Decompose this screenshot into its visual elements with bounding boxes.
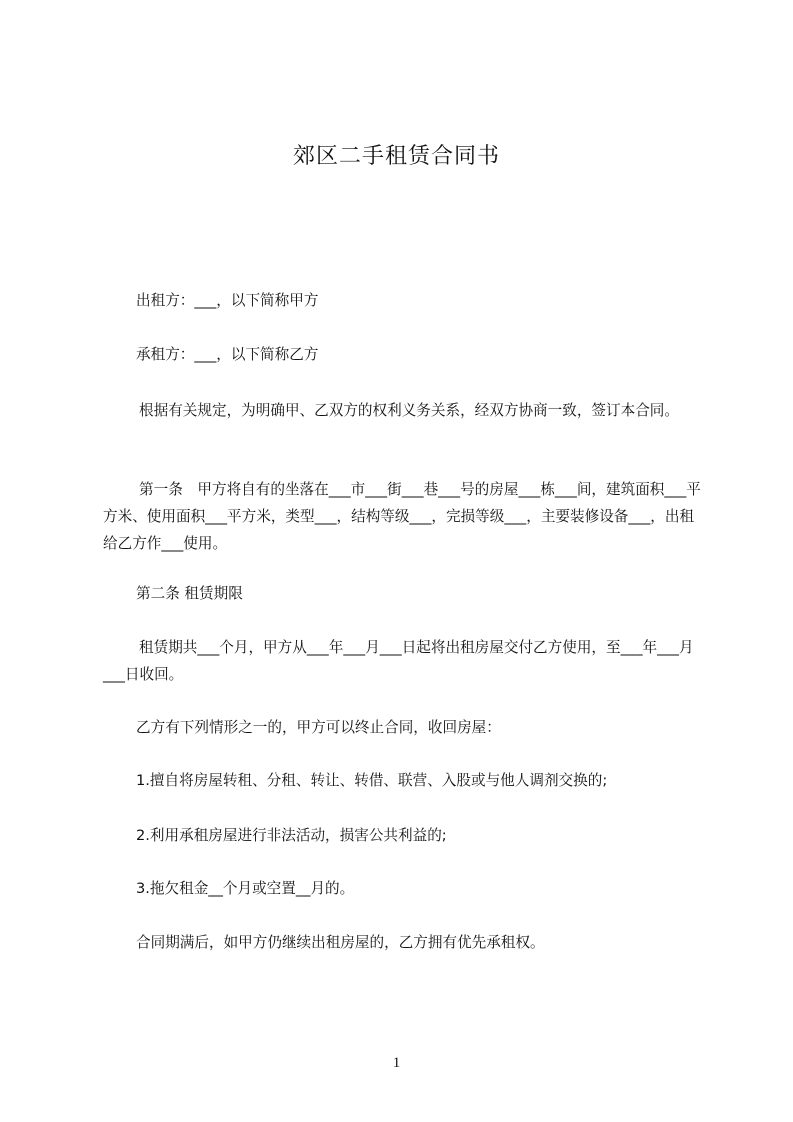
renewal-priority-paragraph: 合同期满后，如甲方仍继续出租房屋的，乙方拥有优先承租权。 xyxy=(136,934,545,951)
article-one-paragraph: 第一条 甲方将自有的坐落在___市___街___巷___号的房屋___栋___间，建筑面积___平方米、使用面积___平方米，类型___，结构等级___，完损等级___，主要装修设备___，出租给乙方作___使用。 xyxy=(103,481,701,552)
termination-item-1: 1.擅自将房屋转租、分租、转让、转借、联营、入股或与他人调剂交换的; xyxy=(136,772,608,789)
page-number: 1 xyxy=(392,1055,401,1071)
termination-item-3: 3.拖欠租金__个月或空置__月的。 xyxy=(136,880,355,897)
termination-item-2: 2.利用承租房屋进行非法活动，损害公共利益的; xyxy=(136,827,447,844)
lessor-line: 出租方：___，以下简称甲方 xyxy=(136,292,319,309)
document-title: 郊区二手租赁合同书 xyxy=(292,144,500,169)
termination-intro: 乙方有下列情形之一的，甲方可以终止合同，收回房屋： xyxy=(136,719,501,736)
preamble-paragraph: 根据有关规定，为明确甲、乙双方的权利义务关系，经双方协商一致，签订本合同。 xyxy=(139,402,679,419)
lessee-line: 承租方：___，以下简称乙方 xyxy=(136,346,319,363)
article-two-heading: 第二条 租赁期限 xyxy=(136,585,243,602)
lease-term-paragraph: 租赁期共___个月，甲方从___年___月___日起将出租房屋交付乙方使用，至___年___月___日收回。 xyxy=(103,639,694,683)
